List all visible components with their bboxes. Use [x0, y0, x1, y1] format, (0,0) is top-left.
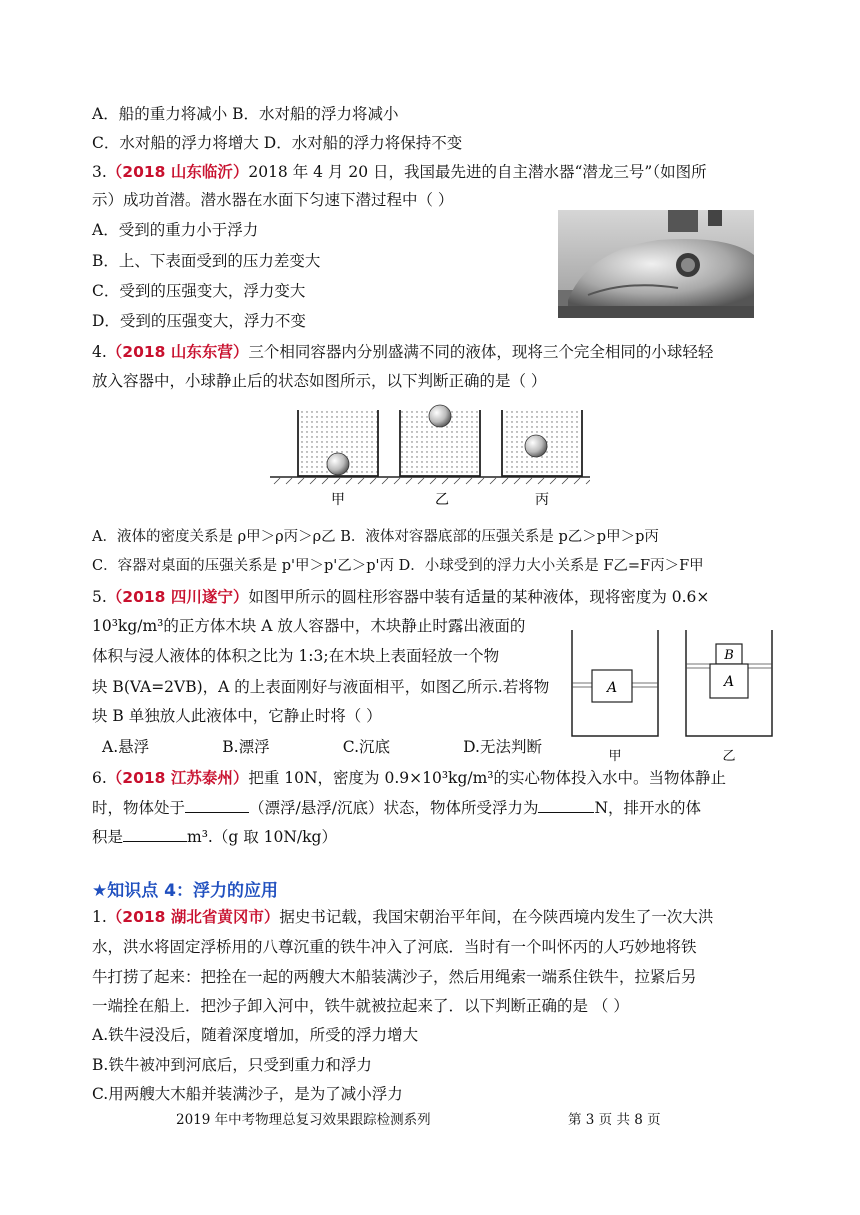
- q3-source: （2018 山东临沂）: [106, 163, 249, 181]
- footer-page-number: 第 3 页 共 8 页: [568, 1112, 661, 1128]
- q5-stem-4: 块 B(VA=2VB)，A 的上表面刚好与液面相平，如图乙所示.若将物: [92, 678, 550, 696]
- answer-blank-state[interactable]: [185, 798, 249, 813]
- k1-stem-3: 牛打捞了起来：把拴在一起的两艘大木船装满沙子，然后用绳索一端系住铁牛，拉紧后另: [92, 968, 697, 986]
- q6-text-3a: 积是: [92, 828, 124, 846]
- q5-options: [102, 737, 542, 757]
- q5-number: 5.: [92, 588, 107, 606]
- q6-text: 把重 10N，密度为 0.9×10³kg/m³的实心物体投入水中。当物体静止: [248, 769, 727, 787]
- label-bing: 丙: [535, 492, 549, 508]
- label-jia-2: 甲: [608, 749, 622, 764]
- k1-number: 1.: [92, 908, 107, 926]
- block-a-label-2: A: [723, 674, 735, 690]
- footer-series: 2019 年中考物理总复习效果跟踪检测系列: [176, 1112, 431, 1128]
- q4-options-ab: A．液体的密度关系是 ρ甲＞ρ丙＞ρ乙 B．液体对容器底部的压强关系是 p乙＞p甲＞p丙: [92, 529, 659, 545]
- q6-source: （2018 江苏泰州）: [106, 769, 249, 787]
- q6-stem-3: [92, 827, 337, 847]
- q5-option-a: A.悬浮: [102, 738, 150, 756]
- block-containers-figure: [568, 628, 778, 768]
- q3-option-b: B．上、下表面受到的压力差变大: [92, 252, 321, 270]
- q4-number: 4.: [92, 343, 107, 361]
- q5-option-b: B.漂浮: [222, 738, 270, 756]
- q5-stem-5: 块 B 单独放人此液体中，它静止时将（ ）: [92, 707, 382, 725]
- q5-text: 如图甲所示的圆柱形容器中装有适量的某种液体，现将密度为 0.6×: [248, 588, 710, 606]
- q5-stem: [92, 587, 709, 607]
- q6-stem-2: [92, 798, 701, 818]
- container-bing: [502, 410, 582, 476]
- q5-stem-2: 10³kg/m³的正方体木块 A 放人容器中，木块静止时露出液面的: [92, 617, 526, 635]
- k1-option-c: C.用两艘大木船并装满沙子，是为了减小浮力: [92, 1085, 403, 1103]
- container-jia: [298, 410, 378, 476]
- k1-source: （2018 湖北省黄冈市）: [106, 908, 280, 926]
- q6-text-3b: m³.（g 取 10N/kg）: [187, 828, 337, 846]
- q3-option-a: A．受到的重力小于浮力: [92, 221, 259, 239]
- q4-source: （2018 山东东营）: [106, 343, 249, 361]
- q6-text-2b: （漂浮/悬浮/沉底）状态，物体所受浮力为: [249, 799, 539, 817]
- container-yi: [400, 405, 480, 476]
- k1-option-a: A.铁牛浸没后，随着深度增加，所受的浮力增大: [92, 1026, 419, 1044]
- k1-stem-2: 水，洪水将固定浮桥用的八尊沉重的铁牛冲入了河底．当时有一个叫怀丙的人巧妙地将铁: [92, 938, 697, 956]
- q5-option-c: C.沉底: [342, 738, 390, 756]
- q3-option-d: D．受到的压强变大，浮力不变: [92, 312, 306, 330]
- q5-option-d: D.无法判断: [463, 738, 542, 756]
- answer-blank-force[interactable]: [538, 798, 594, 813]
- table-hatching: [274, 478, 590, 484]
- q4-stem: [92, 342, 713, 362]
- q3-number: 3.: [92, 163, 107, 181]
- label-yi-2: 乙: [722, 749, 736, 764]
- q4-text: 三个相同容器内分别盛满不同的液体，现将三个完全相同的小球轻轻: [248, 343, 714, 361]
- label-jia: 甲: [331, 492, 345, 508]
- label-yi: 乙: [435, 492, 449, 508]
- answer-blank-volume[interactable]: [123, 827, 187, 842]
- three-containers-figure: [270, 400, 590, 510]
- submarine-photo: [558, 210, 754, 318]
- q2-options-cd: C．水对船的浮力将增大 D．水对船的浮力将保持不变: [92, 134, 463, 152]
- k1-option-b: B.铁牛被冲到河底后，只受到重力和浮力: [92, 1056, 372, 1074]
- k1-stem: [92, 907, 713, 927]
- q3-text: 2018 年 4 月 20 日，我国最先进的自主潜水器“潜龙三号”（如图所: [248, 163, 707, 181]
- container-a-and-b: [686, 630, 772, 736]
- q4-stem-2: 放入容器中，小球静止后的状态如图所示，以下判断正确的是（ ）: [92, 372, 547, 390]
- q6-stem: [92, 768, 726, 788]
- q6-number: 6.: [92, 769, 107, 787]
- q2-options-ab: A．船的重力将减小 B．水对船的浮力将减小: [92, 105, 399, 123]
- k1-stem-4: 一端拴在船上．把沙子卸入河中，铁牛就被拉起来了．以下判断正确的是 （ ）: [92, 997, 629, 1015]
- q3-option-c: C．受到的压强变大，浮力变大: [92, 282, 306, 300]
- q6-text-2a: 时，物体处于: [92, 799, 186, 817]
- q5-stem-3: 体积与浸人液体的体积之比为 1:3;在木块上表面轻放一个物: [92, 647, 500, 665]
- block-b-label: B: [724, 648, 734, 663]
- section-heading: ★知识点 4：浮力的应用: [92, 881, 278, 901]
- k1-text: 据史书记载，我国宋朝治平年间，在今陕西境内发生了一次大洪: [279, 908, 714, 926]
- block-a-label-1: A: [606, 680, 618, 696]
- q5-source: （2018 四川遂宁）: [106, 588, 249, 606]
- q3-stem: [92, 162, 707, 182]
- q3-stem-2: 示）成功首潜。潜水器在水面下匀速下潜过程中（ ）: [92, 191, 454, 209]
- q6-text-2c: N，排开水的体: [594, 799, 702, 817]
- container-a-only: [572, 630, 658, 736]
- q4-options-cd: C．容器对桌面的压强关系是 p'甲＞p'乙＞p'丙 D．小球受到的浮力大小关系是 F乙=F丙＞F甲: [92, 558, 704, 574]
